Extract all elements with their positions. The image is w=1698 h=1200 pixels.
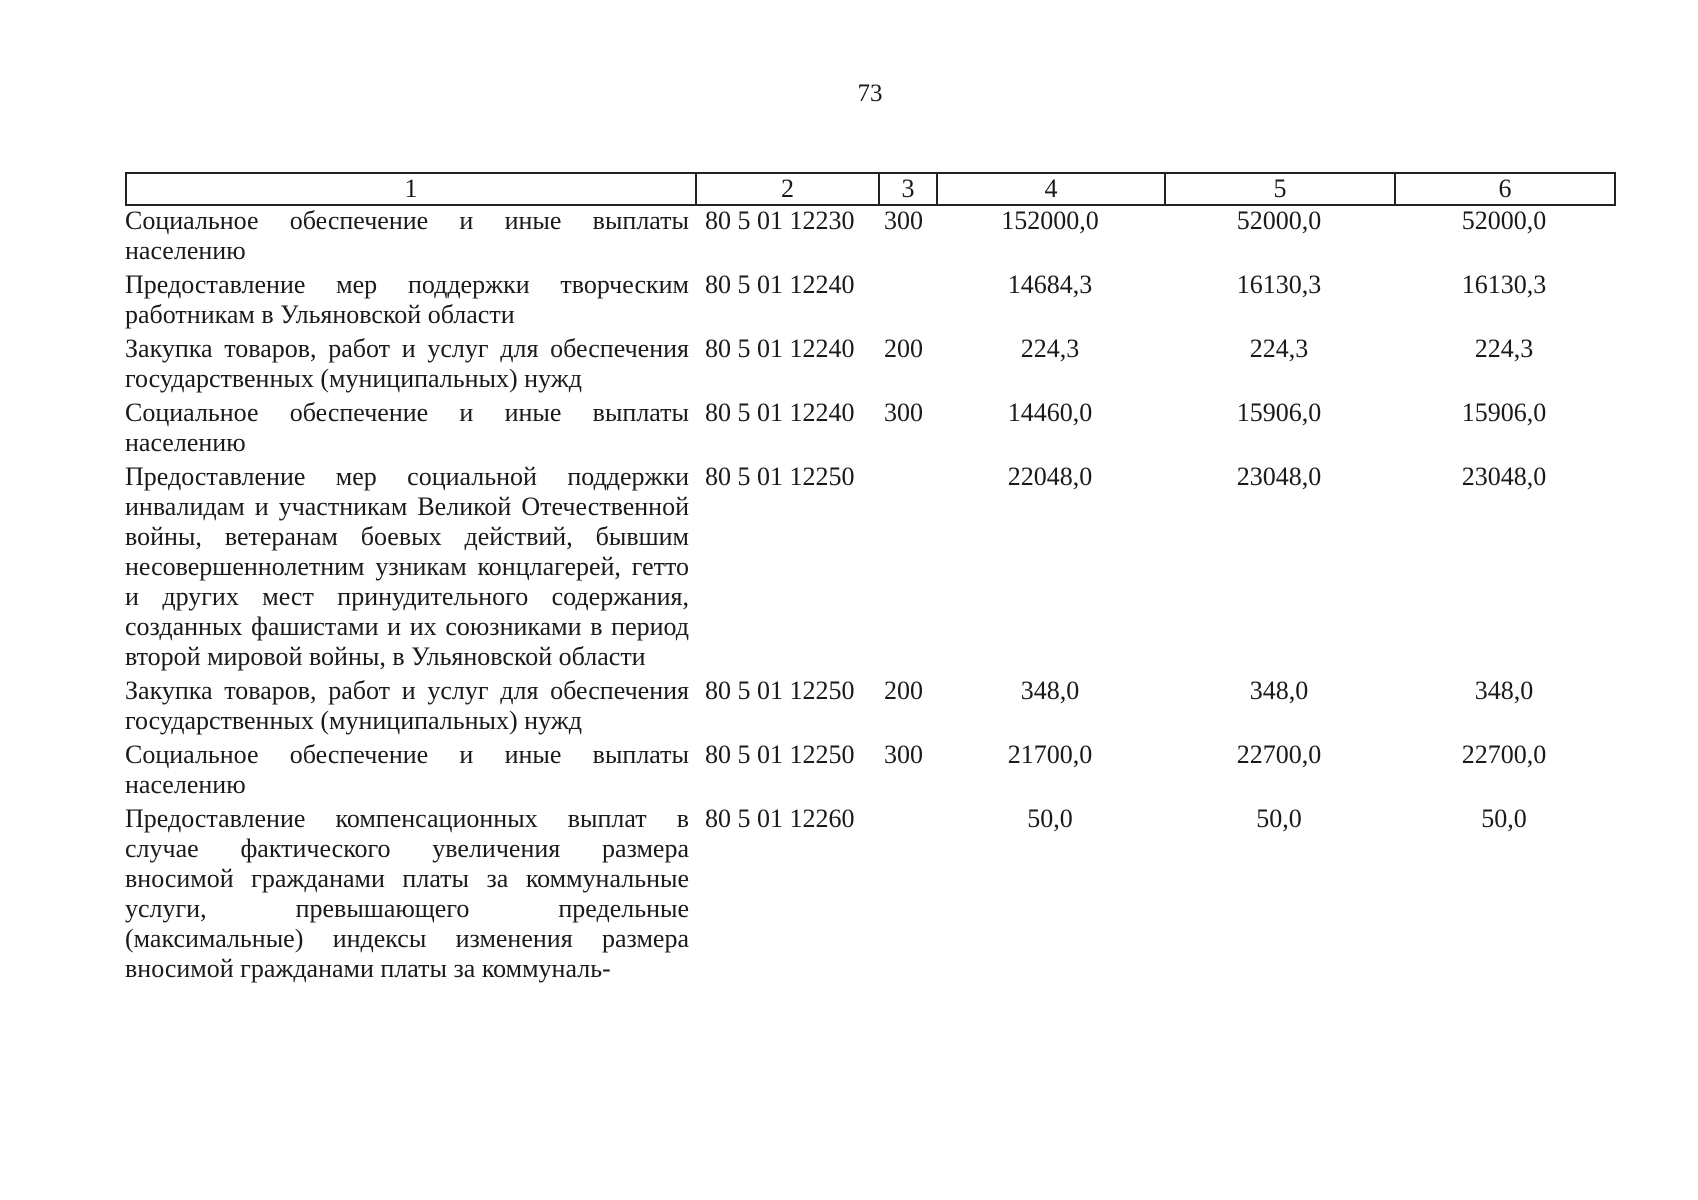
row-type: 300 (884, 740, 923, 769)
row-value-3: 224,3 (1474, 334, 1534, 363)
row-value-2: 50,0 (1256, 804, 1302, 833)
row-value-1: 22048,0 (1007, 462, 1093, 491)
header-cell-1: 1 (126, 173, 696, 205)
row-type (878, 462, 936, 676)
row-value-1: 348,0 (1020, 676, 1080, 705)
row-name: Предоставление мер социальной поддержки инвалидам и участникам Великой Отечественной войны, ветеранам боевых действий, бывшим несовершеннолетним узникам концлагерей, гетто и других мест принудительного содержания, созданных фашистами и их союзниками в период второй мировой войны, в Ульяновской области (125, 462, 689, 671)
row-value-3: 23048,0 (1461, 462, 1547, 491)
row-code: 80 5 01 12240 (705, 270, 855, 299)
table-row (125, 462, 1614, 676)
row-value-3: 50,0 (1481, 804, 1527, 833)
header-cell-6: 6 (1395, 173, 1615, 205)
budget-table (125, 206, 1614, 988)
header-cell-3: 3 (879, 173, 937, 205)
row-value-1: 50,0 (1027, 804, 1073, 833)
row-name: Закупка товаров, работ и услуг для обеспечения государственных (муниципальных) нужд (125, 334, 689, 393)
header-row (126, 173, 1615, 205)
table-row (125, 740, 1614, 804)
row-value-3: 348,0 (1474, 676, 1534, 705)
row-value-3: 52000,0 (1461, 206, 1547, 235)
table-row (125, 334, 1614, 398)
row-value-1: 14460,0 (1007, 398, 1093, 427)
row-code: 80 5 01 12250 (705, 462, 855, 491)
table-row (125, 804, 1614, 988)
row-type: 200 (884, 676, 923, 705)
row-name: Предоставление компенсационных выплат в случае фактического увеличения размера вносимой гражданами платы за коммунальные услуги, превышающего предельные (максимальные) индексы изменения размера вносимой гражданами платы за коммуналь- (125, 804, 689, 983)
row-value-1: 14684,3 (1007, 270, 1093, 299)
row-type: 300 (884, 398, 923, 427)
row-code: 80 5 01 12260 (705, 804, 855, 833)
row-code: 80 5 01 12240 (705, 398, 855, 427)
row-value-2: 23048,0 (1236, 462, 1322, 491)
table-header (125, 172, 1616, 206)
header-cell-2: 2 (696, 173, 879, 205)
row-value-3: 22700,0 (1461, 740, 1547, 769)
table-row (125, 270, 1614, 334)
header-cell-4: 4 (937, 173, 1165, 205)
row-value-2: 52000,0 (1236, 206, 1322, 235)
row-code: 80 5 01 12250 (705, 676, 855, 705)
page-number: 73 (857, 80, 883, 107)
table-row (125, 398, 1614, 462)
table-row (125, 206, 1614, 270)
row-value-1: 21700,0 (1007, 740, 1093, 769)
row-code: 80 5 01 12240 (705, 334, 855, 363)
row-value-3: 16130,3 (1461, 270, 1547, 299)
table-body (125, 206, 1614, 988)
row-type: 300 (884, 206, 923, 235)
row-type (878, 804, 936, 988)
row-value-1: 152000,0 (1001, 206, 1099, 235)
row-code: 80 5 01 12250 (705, 740, 855, 769)
row-name: Закупка товаров, работ и услуг для обеспечения государственных (муниципальных) нужд (125, 676, 689, 735)
row-value-2: 16130,3 (1236, 270, 1322, 299)
row-name: Предоставление мер поддержки творческим работникам в Ульяновской области (125, 270, 689, 329)
table-row (125, 676, 1614, 740)
row-type (878, 270, 936, 334)
row-value-3: 15906,0 (1461, 398, 1547, 427)
row-value-2: 15906,0 (1236, 398, 1322, 427)
row-value-2: 348,0 (1249, 676, 1309, 705)
row-type: 200 (884, 334, 923, 363)
row-name: Социальное обеспечение и иные выплаты населению (125, 740, 689, 799)
row-name: Социальное обеспечение и иные выплаты населению (125, 206, 689, 265)
row-value-2: 22700,0 (1236, 740, 1322, 769)
row-name: Социальное обеспечение и иные выплаты населению (125, 398, 689, 457)
header-cell-5: 5 (1165, 173, 1395, 205)
row-value-2: 224,3 (1249, 334, 1309, 363)
row-code: 80 5 01 12230 (705, 206, 855, 235)
row-value-1: 224,3 (1020, 334, 1080, 363)
